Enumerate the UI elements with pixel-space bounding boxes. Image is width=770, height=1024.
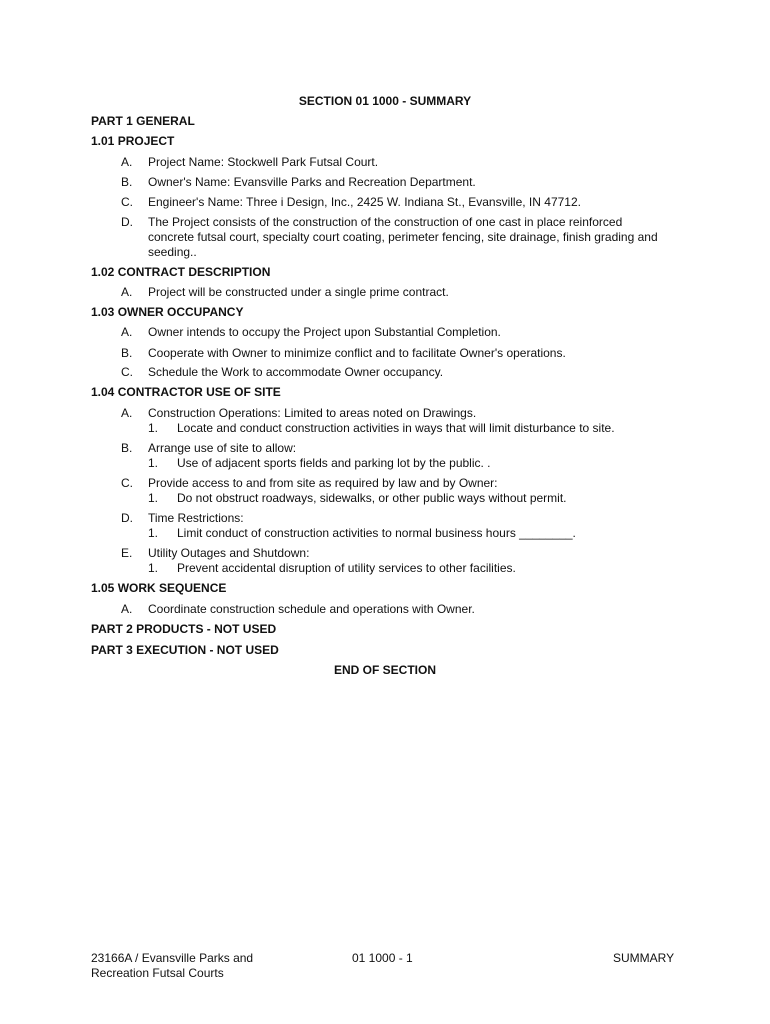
work-sequence-text: Coordinate construction schedule and operations with Owner. — [148, 602, 475, 616]
item-letter: A. — [121, 406, 133, 420]
article-1-03-heading: 1.03 OWNER OCCUPANCY — [91, 305, 244, 319]
item-letter: C. — [121, 476, 133, 490]
item-letter: D. — [121, 511, 133, 525]
footer-project-line: Recreation Futsal Courts — [91, 966, 224, 980]
item-letter: B. — [121, 346, 133, 360]
sub-item-text: Use of adjacent sports fields and parking lot by the public. . — [177, 456, 491, 470]
owner-name-text: Owner's Name: Evansville Parks and Recreation Department. — [148, 175, 476, 189]
site-use-item-text: Construction Operations: Limited to areas noted on Drawings. — [148, 406, 477, 420]
item-letter: A. — [121, 602, 133, 616]
item-letter: B. — [121, 175, 133, 189]
part-1-heading: PART 1 GENERAL — [91, 114, 195, 128]
project-scope-line: The Project consists of the construction of the construction of one cast in place reinforced — [148, 215, 623, 229]
occupancy-item-text: Owner intends to occupy the Project upon Substantial Completion. — [148, 325, 501, 339]
footer-section-name: SUMMARY — [613, 951, 675, 965]
occupancy-item-text: Cooperate with Owner to minimize conflict and to facilitate Owner's operations. — [148, 346, 566, 360]
sub-item-number: 1. — [148, 526, 159, 540]
end-of-section: END OF SECTION — [333, 663, 436, 677]
footer-project-line: 23166A / Evansville Parks and — [91, 951, 254, 965]
section-title: SECTION 01 1000 - SUMMARY — [298, 94, 472, 108]
sub-item-text: Locate and conduct construction activities in ways that will limit disturbance to site. — [177, 421, 615, 435]
sub-item-text: Do not obstruct roadways, sidewalks, or other public ways without permit. — [177, 491, 567, 505]
site-use-item-text: Time Restrictions: — [148, 511, 244, 525]
sub-item-number: 1. — [148, 421, 159, 435]
sub-item-text: Prevent accidental disruption of utility services to other facilities. — [177, 561, 516, 575]
item-letter: E. — [121, 546, 133, 560]
footer-project — [91, 951, 253, 981]
article-1-04-heading: 1.04 CONTRACTOR USE OF SITE — [91, 385, 281, 399]
footer-page-number: 01 1000 - 1 — [352, 951, 413, 965]
site-use-item-text: Utility Outages and Shutdown: — [148, 546, 310, 560]
item-letter: A. — [121, 325, 133, 339]
site-use-item-text: Provide access to and from site as required by law and by Owner: — [148, 476, 498, 490]
item-letter: A. — [121, 155, 133, 169]
project-name-text: Project Name: Stockwell Park Futsal Court. — [148, 155, 379, 169]
sub-item-number: 1. — [148, 561, 159, 575]
article-1-02-heading: 1.02 CONTRACT DESCRIPTION — [91, 265, 271, 279]
contract-description-text: Project will be constructed under a single prime contract. — [148, 285, 449, 299]
sub-item-number: 1. — [148, 491, 159, 505]
sub-item-text: Limit conduct of construction activities to normal business hours ________. — [177, 526, 576, 540]
sub-item-number: 1. — [148, 456, 159, 470]
article-1-01-heading: 1.01 PROJECT — [91, 134, 175, 148]
item-letter: C. — [121, 195, 133, 209]
item-letter: B. — [121, 441, 133, 455]
occupancy-item-text: Schedule the Work to accommodate Owner occupancy. — [148, 365, 444, 379]
item-letter: D. — [121, 215, 133, 229]
item-letter: C. — [121, 365, 133, 379]
item-letter: A. — [121, 285, 133, 299]
engineer-name-text: Engineer's Name: Three i Design, Inc., 2425 W. Indiana St., Evansville, IN 47712. — [148, 195, 581, 209]
project-scope-line: concrete futsal court, specialty court coating, perimeter fencing, site drainage, finish grading and — [148, 230, 658, 244]
part-3-heading: PART 3 EXECUTION - NOT USED — [91, 643, 279, 657]
site-use-item-text: Arrange use of site to allow: — [148, 441, 297, 455]
project-scope-line: seeding.. — [148, 245, 197, 259]
article-1-05-heading: 1.05 WORK SEQUENCE — [91, 581, 227, 595]
part-2-heading: PART 2 PRODUCTS - NOT USED — [91, 622, 277, 636]
